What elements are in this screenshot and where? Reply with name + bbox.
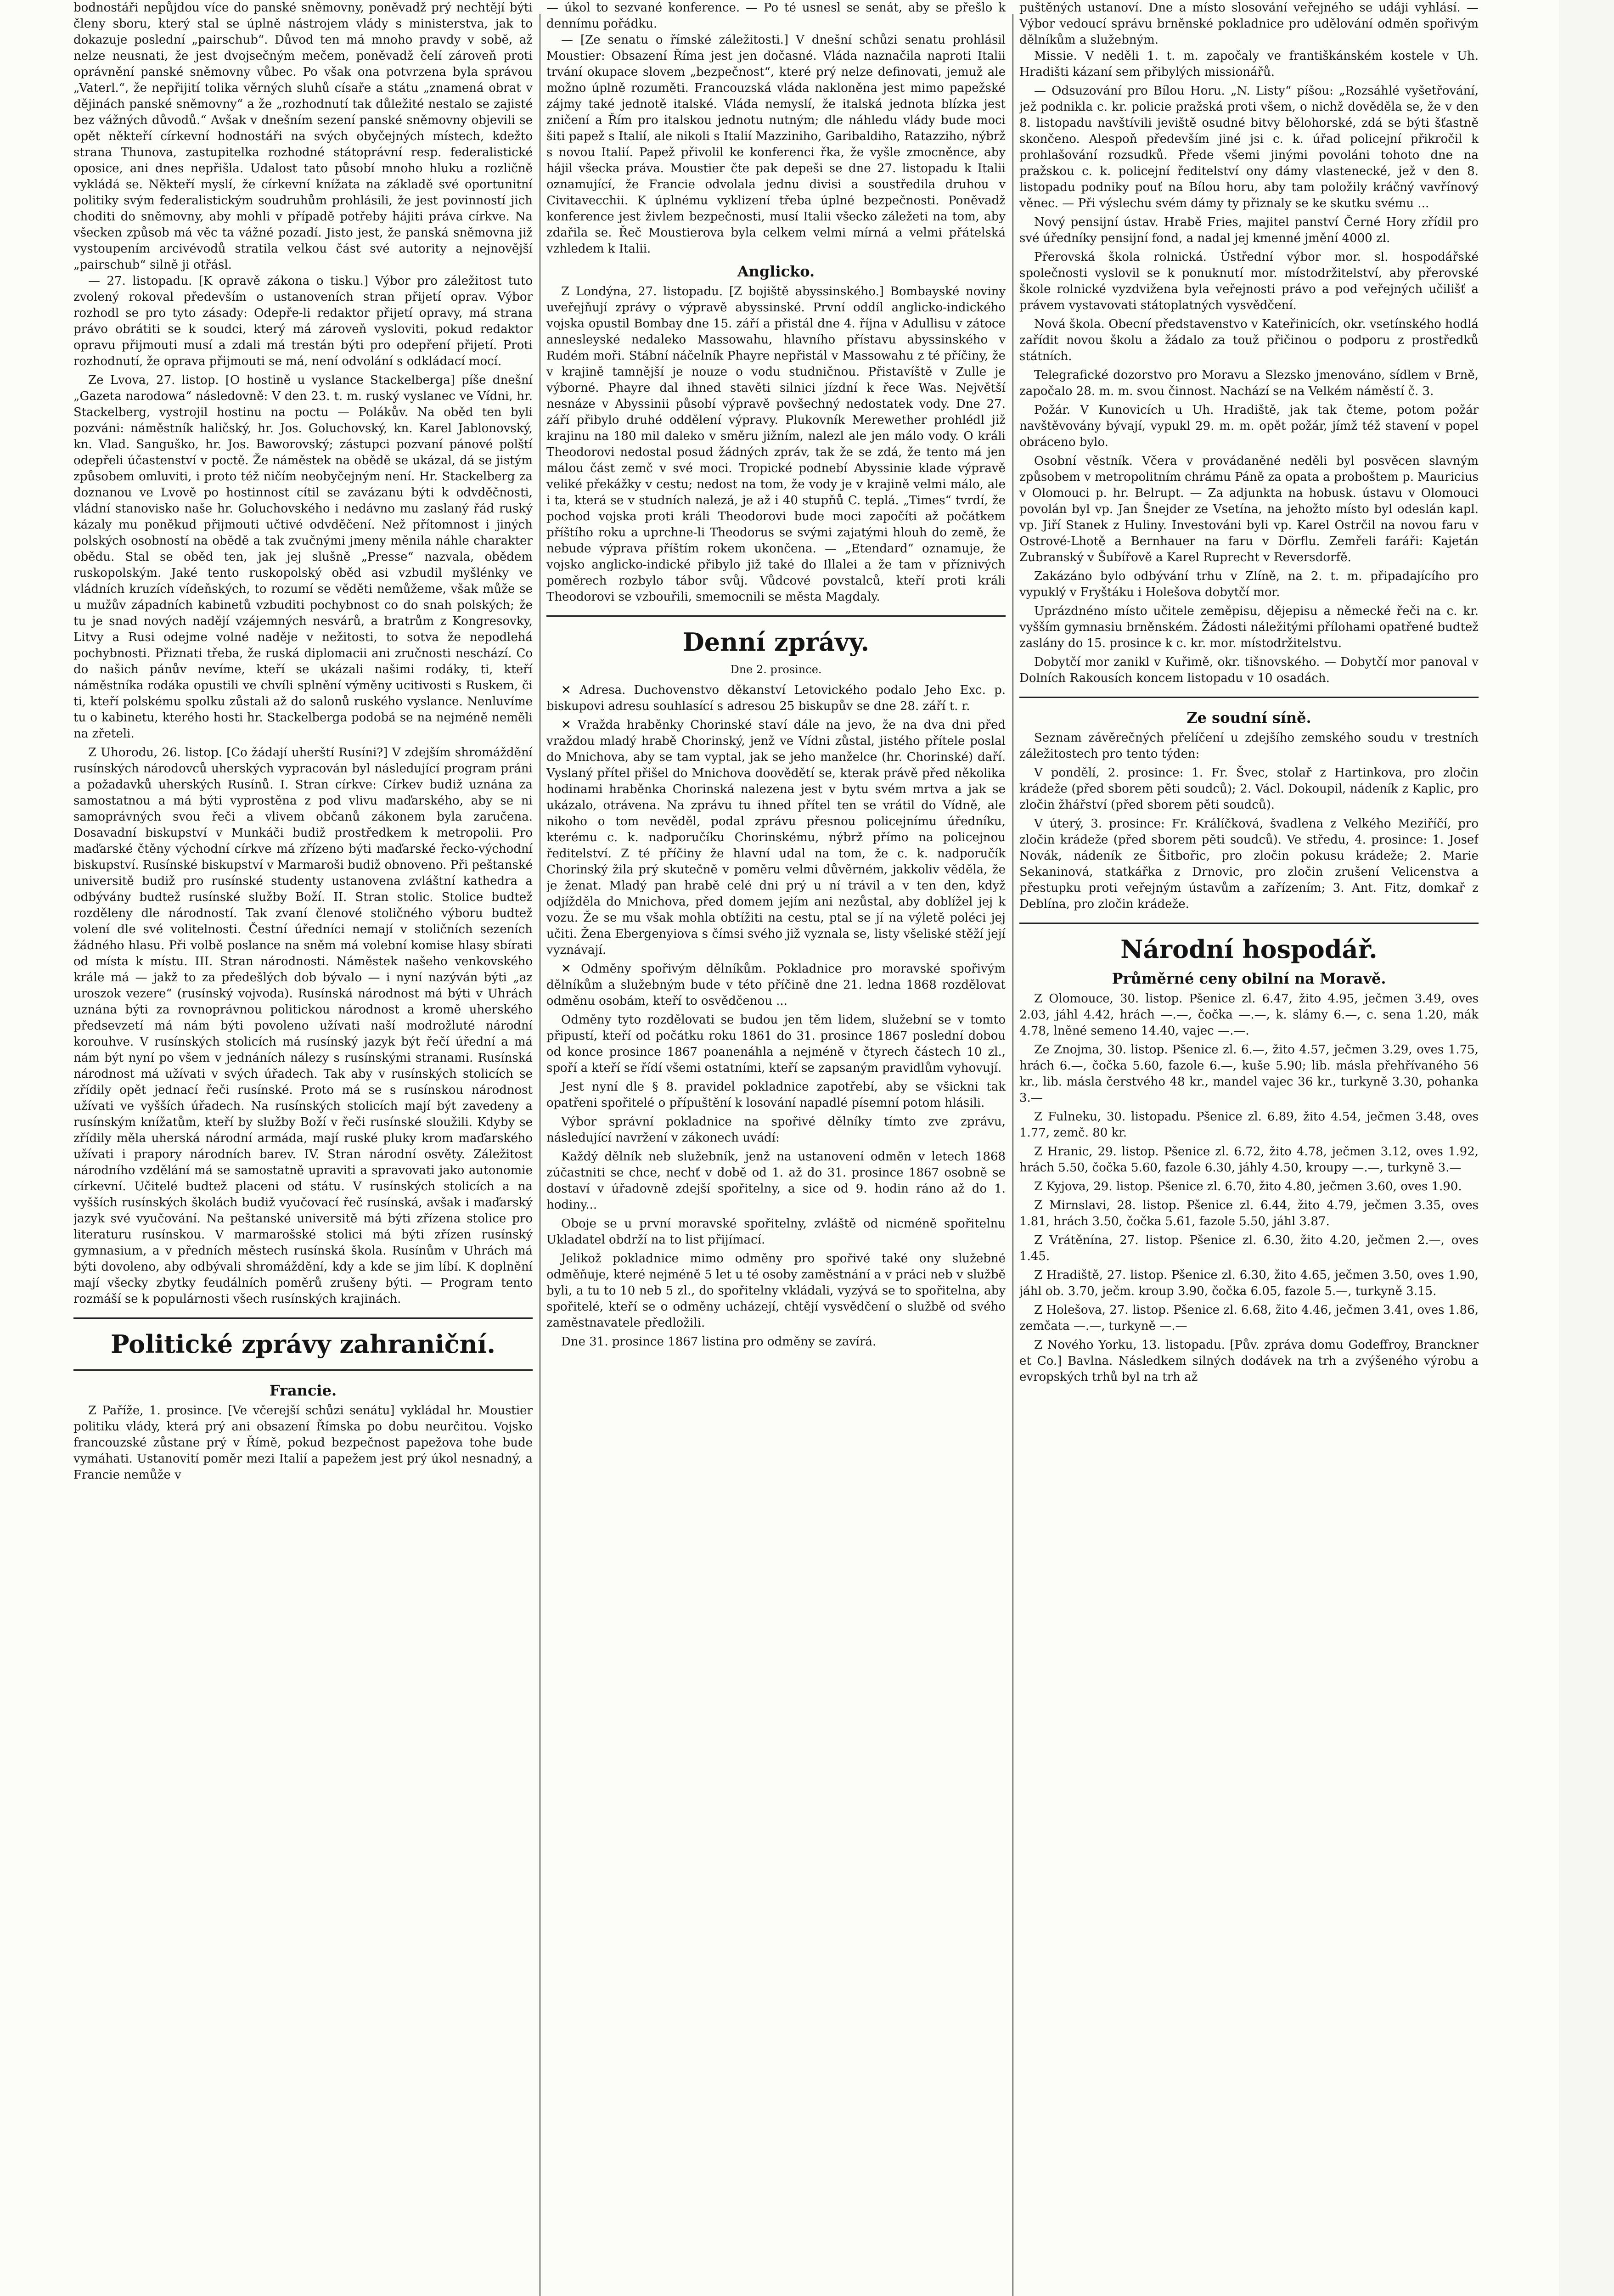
news-item: Jest nyní dle § 8. pravidel pokladnice zapotřebí, aby se všickni tak opatřeni spořitelé o přípuštění k losování napadlé písemní potom hlásili. xyxy=(546,1080,1006,1110)
news-item: ✕ Odměny spořivým dělníkům. Pokladnice pro moravské spořivým dělníkům a služebným bude v této příčině dne 21. ledna 1868 rozdělovat odměnu osobám, kteří to osvědčenou ... xyxy=(546,962,1006,1008)
news-item: Zakázáno bylo odbývání trhu v Zlíně, na 2. t. m. připadajícího pro vypuklý v Fryštáku i Holešova dobytčí mor. xyxy=(1019,569,1479,599)
section-divider xyxy=(73,1317,533,1319)
article-paragraph: Z Paříže, 1. prosince. [Ve včerejší schůzi senátu] vykládal hr. Moustier politiku vlády, která prý ani obsazení Římska po dobu neurčitou. Vojsko francouzské zůstane prý v Římě, pokud bezpečnost papežova tohe bude vymáhati. Ustanovití poměr mezi Italií a papežem jest prý úkol nesnadný, a Francie nemůže v xyxy=(73,1404,533,1482)
price-report: Z Holešova, 27. listop. Pšenice zl. 6.68, žito 4.46, ječmen 3.41, oves 1.86, zemčata —.—, turkyně —.— xyxy=(1019,1303,1479,1333)
subheading-france: Francie. xyxy=(269,1382,337,1399)
news-item: — Odsuzování pro Bílou Horu. „N. Listy“ píšou: „Rozsáhlé vyšetřování, jež podnikla c. kr. policie pražská proti všem, o nichž dověděla se, že v den 8. listopadu navštívili jeviště osudné bitvy bělohorské, zdá se býti šťastně skončeno. Alespoň především jiné jsi c. k. úřad policejní přikročil k prohlašování rozsudků. Přede všemi jinými povoláni tohoto dne na pražskou c. k. policejní ředitelství ony dámy vlastenecké, jež v den 8. listopadu podniky pouť na Bílou horu, aby tam položily kráčný vavřínový věnec. — Při výslechu svém dámy ty přiznaly se ke skutku svému ... xyxy=(1019,84,1479,210)
price-report: Z Fulneku, 30. listopadu. Pšenice zl. 6.89, žito 4.54, ječmen 3.48, oves 1.77, zemč. 80 kr. xyxy=(1019,1110,1479,1140)
news-item: Výbor správní pokladnice na spořivé dělníky tímto zve zprávu, následující navržení v zákonech uvádí: xyxy=(546,1115,1006,1145)
news-item: ✕ Vražda hraběnky Chorinské staví dále na jevo, že na dva dni před vraždou mladý hrabě Chorinský, jenž ve Vídni zůstal, jistého přítele poslal do Mnichova, aby se tam vyptal, jak se jeho manželce (hr. Chorinské) daří. Vyslaný přítel přišel do Mnichova doovědětí se, kterak právě před několika hodinami hraběnka Chorinská nalezena jest v bytu svém mrtva a jak se ukázalo, otrávena. Na zprávu tu ihned přítel ten se vrátil do Vídně, ale nikoho o tom nevěděl, podal zprávu přesnou policejnímu úředníku, kterému c. k. nadporučíku Chorinskému, nýbrž přímo na policejnou ředitelství. Z té příčiny že hlavní udal na tom, že c. k. nadporučík Chorinský žila prý skutečně v poměru velmi důvěrném, jakkoliv věděla, že je ženat. Mladý pan hrabě celé dni prý u ní trávil a v ten den, když odjížděla do Mnichova, před domem jejím ani nezůstal, aby doblížel jej k vozu. Že se mu však mohla obtížiti na cestu, ptal se jí na výletě poléci jej učiti. Žena Ebergenyiova s čímsi svého již vyznala se, listy všeliské stěží její vyznávají. xyxy=(546,718,1006,957)
price-report: Z Kyjova, 29. listop. Pšenice zl. 6.70, žito 4.80, ječmen 3.60, oves 1.90. xyxy=(1034,1180,1462,1193)
dateline: Dne 2. prosince. xyxy=(730,663,822,676)
page-margin xyxy=(1559,0,1614,2296)
column-rule xyxy=(1012,14,1013,2296)
section-divider xyxy=(546,615,1006,617)
price-report: Z Vrátěnína, 27. listop. Pšenice zl. 6.30, žito 4.20, ječmen 2.—, oves 1.45. xyxy=(1019,1233,1479,1263)
news-item: V pondělí, 2. prosince: 1. Fr. Švec, stolař z Hartinkova, pro zločin krádeže (před sborem pěti soudců); 2. Václ. Dokoupil, nádeník z Kaplic, pro zločin žhářství (před sborem pěti soudců). xyxy=(1019,766,1479,812)
section-divider xyxy=(1019,923,1479,924)
section-heading-politics: Politické zprávy zahraniční. xyxy=(110,1329,496,1359)
news-item: V úterý, 3. prosince: Fr. Králíčková, švadlena z Velkého Meziříčí, pro zločin krádeže (před sborem pěti soudců). Ve středu, 4. prosince: 1. Josef Novák, nádeník ze Šitbořic, pro zločin pokusu krádeže; 2. Marie Sekaninová, statkářka z Drnovic, pro zločin zrušení Velicenstva a přestupku proti veřejným ústavům a zařízením; 3. Ant. Fitz, domkař z Deblína, pro zločin krádeže. xyxy=(1019,817,1479,911)
section-divider xyxy=(1019,697,1479,698)
news-item: ✕ Adresa. Duchovenstvo děkanství Letovického podalo Jeho Exc. p. biskupovi adresu souhlasící s adresou 25 biskupův se dne 28. září t. r. xyxy=(546,683,1006,713)
section-heading-economy: Národní hospodář. xyxy=(1120,934,1378,964)
price-report: Z Nového Yorku, 13. listopadu. [Pův. zpráva domu Godeffroy, Branckner et Co.] Bavlna. Následkem silných dodávek na trh a zvýšeného výrobu a evropských trhů byl na trh až xyxy=(1019,1338,1479,1384)
article-paragraph: bodnostáři nepůjdou více do panské sněmovny, poněvadž prý nechtějí býti členy sboru, který stal se úplně nástrojem vlády s ministerstva, jak to dokazuje poslední „pairschub“. Důvod ten má mnoho pravdy v sobě, až nelze neusnati, že jest dvojsečným mečem, poněvadž čelí zároveň proti oprávnění panské sněmovny vůbec. Po však ona potvrzena byla správou „Vaterl.“, že nepřijití tolika věrných sluhů císaře a státu „znamená obrat v dějinách panské sněmovny“ a že „rozhodnutí tak důležité nestalo se zajisté bez vážných důvodů.“ Avšak v dnešním sezení panské sněmovny objevili se opět někteří církevní hodnostáři na svých obyčejných místech, kdežto strana Thunova, zastupitelka rozhodné státoprávní resp. federalistické oposice, ani dnes nepřišla. Udalost tato působí mnoho hluku a rozličně vykládá se. Někteří myslí, že církevní knížata na základě své oportunitní politiky svým federalistickým soudruhům prohlásili, že jest povinností jich choditi do sněmovny, aby mohli v případě potřeby hájiti práva církve. Na všecken způsob má věc ta vážné pozadí. Jisto jest, že panská sněmovna již vystoupením arcivévodů stratila velkou část své autority a nejnovější „pairschub“ silně ji otřásl. xyxy=(73,1,533,272)
news-item: Požár. V Kunovicích u Uh. Hradiště, jak tak čteme, potom požár navštěvovány bývají, vypukl 29. m. m. opět požár, jímž též stavení v popel obráceno bylo. xyxy=(1019,403,1479,449)
article-paragraph: — úkol to sezvané konference. — Po té usnesl se senát, aby se přešlo k dennímu pořádku. xyxy=(546,1,1006,31)
price-report: Z Hradiště, 27. listop. Pšenice zl. 6.30, žito 4.65, ječmen 3.50, oves 1.90, jáhl ob. 3.70, ječm. kroup 3.90, čočka 6.05, fazole 5.—, turkyně 3.15. xyxy=(1019,1268,1479,1298)
subheading-prices: Průměrné ceny obilní na Moravě. xyxy=(1112,970,1386,987)
price-report: Z Mirnslavi, 28. listop. Pšenice zl. 6.44, žito 4.79, ječmen 3.35, oves 1.81, hrách 3.50, čočka 5.61, fazole 5.50, jáhl 3.87. xyxy=(1019,1199,1479,1228)
subheading-england: Anglicko. xyxy=(737,263,815,280)
article-paragraph: Ze Lvova, 27. listop. [O hostině u vyslance Stackelberga] píše dnešní „Gazeta narodowa“ následovně: V den 23. t. m. ruský vyslanec ve Vídni, hr. Stackelberg, vystrojil hostinu na poctu — Polákův. Na oběd ten byli pozváni: náměstník haličský, hr. Jos. Goluchovský, kn. Karel Jablonovský, kn. Vlad. Sanguško, hr. Jos. Baworovský; zástupci pozvaní pánové polští odepřeli účastenství v poctě. Že náměstek na obědě se ukázal, dá se jistým způsobem omluviti, i proto též ničím neobyčejným není. Hr. Stackelberg za doznanou ve Lvově po hostinnost cítil se zavázanu býti k odvděčnosti, vládní stanovisko naše hr. Goluchovského i nedávno mu zaslaný řád ruský kázaly mu poněkud přijmouti učtivé odvděčení. Než přítomnost i jiných polských osobností na obědě a tak zvučnými jmeny měnila náhle charakter obědu. Stal se oběd ten, jak jej slušně „Presse“ nazvala, obědem ruskopolským. Jaké tento ruskopolský oběd asi vzbudil myšlénky ve vládních kruzích vídeňských, to rozumí se věděti nemůžeme, však může se u mužův západních kabinetů vzbuditi pochybnost co do snah polských; že tu je snad nových nadějí vzájemných nesvárů, a bratrům z Kongresovky, Litvy a Rusi odejme volné naděje v nežitosti, to sotva že nepodlehá pochybnosti. Přiznati třeba, že ruská diplomacii ani zručnosti neschází. Co do našich pánův nevíme, kteří se ukázali našimi rodáky, ti, kteří náměstníka rodáka opustili ve chvíli splnění výměny ucitivosti s Ruskem, či ti, kteří polskému spolku zůstali až do salonů ruského vyslance. Nenluvíme tu o kabinetu, kterého hosti hr. Stackelberga podobá se na nejméně neměli na zřeteli. xyxy=(73,373,533,741)
column-2 xyxy=(546,0,1006,2296)
news-item: puštěných ustanoví. Dne a místo slosování veřejného se udáji vyhlásí. — Výbor vedoucí správu brněnské pokladnice pro udělování odměn spořivým dělníkům a služebným. xyxy=(1019,1,1479,47)
column-3 xyxy=(1019,0,1479,2296)
news-item: Přerovská škola rolnická. Ústřední výbor mor. sl. hospodářské společnosti vyslovil se k ponuknutí mor. místodržitelství, aby přerovské škole rolnické vyzdvižena byla veřejnosti právo a pod veřejných učilišť a právem vystavovati státoplatných vysvědčení. xyxy=(1019,250,1479,312)
news-item: Oboje se u první moravské spořitelny, zvláště od nicméně spořitelnu Ukladatel obdrží na to list přijímací. xyxy=(546,1217,1006,1247)
news-item: Nová škola. Obecní představenstvo v Kateřinicích, okr. vsetínského hodlá zařídit novou školu a žádalo za touž přičinou o podporu z prostředků státních. xyxy=(1019,317,1479,363)
news-item: Jelikož pokladnice mimo odměny pro spořivé také ony služebné odměňuje, které nejméně 5 let u té osoby zaměstnání a v práci neb v službě byli, a tu to 10 neb 5 zl., do spořitelny vkládali, vyzývá se to spořitelna, aby spořitelé, kteří se o odměny ucházejí, chtějí vysvědčení o službě od svého zaměstnavatele předložili. xyxy=(546,1252,1006,1330)
news-item: Uprázdnéno místo učitele zeměpisu, dějepisu a německé řeči na c. kr. vyšším gymnasiu brněnském. Žádosti náležitými přílohami opatřené budtež zaslány do 15. prosince k c. kr. mor. místodržitelstvu. xyxy=(1019,604,1479,650)
section-heading-court: Ze soudní síně. xyxy=(1187,709,1311,726)
news-item: Missie. V neděli 1. t. m. započaly ve františkánském kostele v Uh. Hradišti kázaní sem přibylých missionářů. xyxy=(1019,49,1479,79)
article-paragraph: — [Ze senatu o římské záležitosti.] V dnešní schůzi senatu prohlásil Moustier: Obsazení Říma jest jen dočasné. Vláda naznačila naproti Italii trvání okupace slovem „bezpečnost“, které prý nelze definovati, jemuž ale možno úplně rozuměti. Francouzská vláda nakloněna jest mimo papežské zájmy také jednotě italské. Vláda nemyslí, že italská jednota blízka jest zničení a Řím pro italskou jednotu nutným; dle náhledu vlády bude moci šiti papež s Italií, ale nikoli s Italií Mazziniho, Garibaldiho, Ratazziho, nýbrž s novou Italií. Papež přivolil ke konferenci řka, že vyšle zmocněnce, aby hájil všecka práva. Moustier čte pak depeši se dne 27. listopadu k Italii oznamující, že Francie odvolala jednu divisi a soustředila druhou v Civitavecchii. K úplnému vyklizení třeba úplné bezpečnosti. Poněvadž konference jest živlem bezpečnosti, musí Italii všecko záležeti na tom, aby zdařila se. Řeč Moustierova byla celkem velmi mírná a velmi přátelská vzhledem k Italii. xyxy=(546,33,1006,256)
news-item: Osobní věstník. Včera v provádaněné neděli byl posvěcen slavným způsobem v metropolitním chrámu Páně za opata a proboštem p. Mauricius v Olomouci p. hr. Belrupt. — Za adjunkta na hobusk. ústavu v Olomouci povolán byl vp. Jan Šnejder ze Vsetína, na jehožto místo byl odeslán kapl. vp. Jiří Stanek z Huliny. Investováni byli vp. Karel Ostrčil na novou faru v Ostrové-Lhotě a Bernhauer na faru v Dörflu. Zemřeli faráři: Kajetán Zubranský v Šubířově a Karel Ruprecht v Reversdorfě. xyxy=(1019,454,1479,564)
article-paragraph: Z Londýna, 27. listopadu. [Z bojiště abyssinského.] Bombayské noviny uveřejňují zprávy o výpravě abyssinské. První oddíl anglicko-indického vojska opustil Bombay dne 15. září a přistál dne 4. října v Adullisu v zátoce annesleyské nedaleko Massowahu, hlavního přístavu abyssinského v Rudém moři. Stábní náčelník Phayre nepřistál v Massowahu z té příčiny, že v krajině tamnější je nouze o vodu studničnou. Přistavíště v Zulle je výborné. Phayre dal ihned stavěti silnici jízdní k řece Was. Největší nesnáze v Abyssinii působí výpravě povšechný nedostatek vody. Dne 27. září přibylo druhé oddělení výpravy. Plukovník Merewether prohlédl již krajinu na 180 mil daleko v směru jižním, nalezl ale jen málo vody. O králi Theodorovi nedostal posud žádných zpráv, tak že se zdá, že tento má jen málou část zemč v své moci. Tropické podnebí Abyssinie klade výpravě veliké překážky v cestu; nedost na tom, že vody je v krajině velmi málo, ale i ta, která se v studních nalezá, je až i 40 stupňů C. teplá. „Times“ tvrdí, že pochod vojska proti králi Theodorovi bude moci započíti až počátkem příštího roku a uprchne-li Theodorus se svými zajatými hlouh do země, že nebude výprava příštím rokem ukončena. — „Etendard“ oznamuje, že vojsko anglicko-indické přibylo již také do Illalei a že tam v příznivých poměrech rozbylo tábor svůj. Vůdcové povstalců, kteří proti králi Theodorovi se vzbouřili, smemocnili se města Magdaly. xyxy=(546,285,1006,604)
news-item: Odměny tyto rozdělovati se budou jen těm lidem, služební se v tomto připustí, kteří od počátku roku 1861 do 31. prosince 1867 poslední dobou od konce prosince 1867 poanenáhla a nejméně v čtyrech částech 10 zl., spoří a kteří se řídí všemi ostatními, kteří se zapsaným pravidlům vyhovují. xyxy=(546,1013,1006,1075)
section-divider xyxy=(73,1369,533,1371)
article-paragraph: Z Uhorodu, 26. listop. [Co žádají uherští Rusíni?] V zdejším shromáždění rusínských národovců uherských vypracován byl následující program práni a požadavků uherských Rusínů. I. Stran církve: Církev budiž uznána za samostatnou a má býti vyprostěna z pod vlivu maďarského, aby se ni samoprávných svou řeči a vlivem občanů zákonem byla zaručena. Dosavadní biskupství v Munkáči budiž prostředkem k metropolii. Pro maďarské čtěny východní církve má zřízeno býti maďarské řecko-východní biskupství. Rusínské biskupství v Marmaroši budiž obnoveno. Při peštanské universitě budiž pro rusínské studenty ustanovena zvláštní kathedra a odbývány budtež rusínské služby Boží. II. Stran stolic. Stolice budtež rozděleny dle národností. Tak zvaní členové stoličného výboru budtež volení dle své volitelnosti. Čestní úředníci nemají v stoličních sezeních žádného hlasu. Při volbě poslance na sněm má volební komise hlasy sbírati od místa k místu. III. Stran národnosti. Náměstek našeho venkovského krále má — jakž to za předešlých dob bývalo — i nyní nazýván býti „az uroszok vezere“ (rusínský vojvoda). Rusínská národnost má býti v Uhrách uznána býti za rovnoprávnou politickou národnost a kromě uherského předsevzetí má nám býti povoleno užívati naší modrožluté národní korouhve. V rusínských stolicích má rusínský jazyk být řečí úřední a má nám být nyní po všem v jednáních nálezy s rusínskými stranami. Rusínská národnost má užívati v svých úřadech. Tak aby v rusínských stolicích se zřídily opět jednací řeči rusínské. Proto má se s rusínskou národnost užívati ve vyšších úřadech. Na rusínských stolicích mají být zavedeny a rusínským knížatům, kteří by služby Boží v řeči rusínské sloužili. Kdyby se zřídily měla uherská národní armáda, mají ruské pluky krom maďarského užívati i prapory národních barev. IV. Stran národní osvěty. Záležitost národního vzdělání má se samostatně upraviti a spravovati jako autonomie církevní. Učitelé budtež placeni od státu. V rusínských stolicích a na vyšších rusínských školách budiž vyučovací řeč rusínská, avšak i maďarský jazyk své vyučování. Na peštanské universitě má býti zřízena stolice pro literaturu rusínskou. V marmarošské stolici má býti zřízen rusínský gymnasium, a v předních městech rusínská škola. Rusínům v Uhrách má býti dovoleno, aby odbývali shromáždění, kdy a kde se jim líbí. K doplnění mají všecky zbytky feudálních poměrů zrušeny býti. — Program tento rozmáší se k populárnosti všech rusínských krajinách. xyxy=(73,746,533,1306)
column-1 xyxy=(73,0,533,2296)
news-item: Seznam závěrečných přelíčení u zdejšího zemského soudu v trestních záležitostech pro tento týden: xyxy=(1019,731,1479,761)
news-item: Dne 31. prosince 1867 listina pro odměny se zavírá. xyxy=(561,1335,877,1349)
price-report: Z Olomouce, 30. listop. Pšenice zl. 6.47, žito 4.95, ječmen 3.49, oves 2.03, jáhl 4.42, hrách —.—, čočka —.—, k. slámy 6.—, c. sena 1.20, mák 4.78, lněné semeno 14.40, vajec —.—. xyxy=(1019,992,1479,1038)
news-item: Každý dělník neb služebník, jenž na ustanovení odměn v letech 1868 zúčastniti se chce, nechť v době od 1. až do 31. prosince 1867 osobně se dostaví v úřadovně zdejší spořitelny, a sice od 9. hodin ráno až do 1. hodiny... xyxy=(546,1150,1006,1212)
article-paragraph: — 27. listopadu. [K opravě zákona o tisku.] Výbor pro záležitost tuto zvolený rokoval především o ustanoveních stran přijetí oprav. Výbor rozhodl se pro tyto zásady: Odepře-li redaktor přijetí opravy, má strana právo obrátiti se k soudci, který má zároveň vysloviti, pokud redaktor opravu přijmouti musí a zdali má trestán býti pro odepření přijetí. Proti rozhodnutí, že oprava přijmouti se má, není odvolání s odkládací mocí. xyxy=(73,274,533,368)
price-report: Ze Znojma, 30. listop. Pšenice zl. 6.—, žito 4.57, ječmen 3.29, oves 1.75, hrách 6.—, čočka 5.60, fazole 6.—, kuše 5.90; lib. másla přehřívaného 56 kr., lib. másla čerstvého 48 kr., mandel vajec 36 kr., turkyně 3.30, pohanka 3.— xyxy=(1019,1043,1479,1105)
news-item: Dobytčí mor zanikl v Kuřimě, okr. tišnovského. — Dobytčí mor panoval v Dolních Rakousích koncem listopadu v 10 osadách. xyxy=(1019,655,1479,685)
price-report: Z Hranic, 29. listop. Pšenice zl. 6.72, žito 4.78, ječmen 3.12, oves 1.92, hrách 5.50, čočka 5.60, fazole 6.30, jáhly 4.50, kroupy —.—, turkyně 3.— xyxy=(1019,1145,1479,1175)
news-item: Nový pensijní ústav. Hrabě Fries, majitel panství Černé Hory zřídil pro své úředníky pensijní fond, a nadal jej kmenné jmění 4000 zl. xyxy=(1019,215,1479,245)
news-item: Telegrafické dozorstvo pro Moravu a Slezsko jmenováno, sídlem v Brně, započalo 28. m. m. svou činnost. Nachází se na Velkém náměstí č. 3. xyxy=(1019,368,1479,398)
section-heading-daily-news: Denní zprávy. xyxy=(682,627,870,657)
